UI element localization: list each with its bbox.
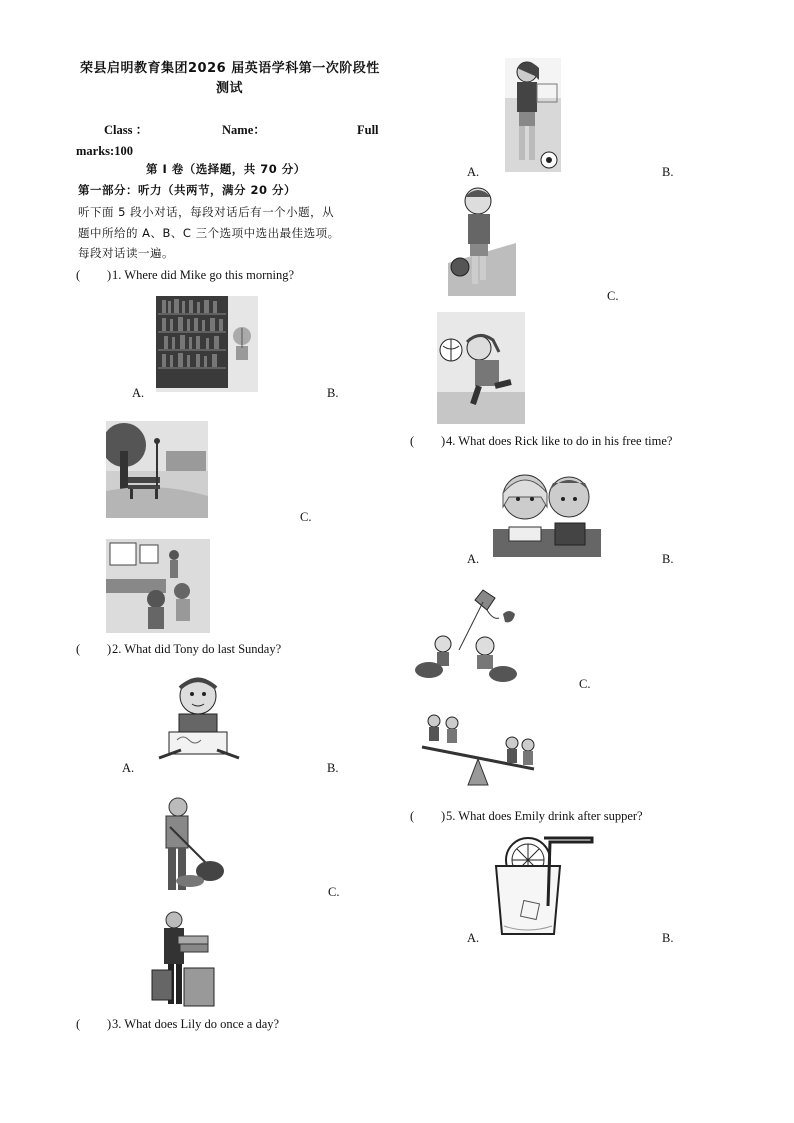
q4-option-c[interactable]: C. [579,677,591,691]
q5-option-a[interactable]: A. [467,931,480,945]
q1-paren-close: ) [107,268,112,282]
full-marks-label: Full [357,123,379,137]
instruction-line3: 每段对话读一遍。 [78,246,174,260]
girl-volleyball-image [437,312,525,424]
park-bench-image [106,421,208,518]
museum-visitors-image [106,539,210,633]
paper-title-line1: 荣县启明教育集团2026 届英语学科第一次阶段性 [80,61,380,76]
man-shopping-bags-image [150,910,218,1010]
kids-reading-book-image [489,467,605,559]
man-sweeping-leaves-image [144,795,226,895]
q3-option-c[interactable]: C. [607,289,619,303]
q1-text: 1. Where did Mike go this morning? [112,268,295,282]
q2-paren-open[interactable]: ( [76,642,81,656]
instruction-line1: 听下面 5 段小对话，每段对话后有一个小题，从 [78,205,335,219]
girl-basketball-image [448,183,516,296]
paper-title-line2: 测试 [216,81,244,96]
q2-paren-close: ) [107,642,112,656]
q2-option-c[interactable]: C. [328,885,340,899]
q5-text: 5. What does Emily drink after supper? [446,809,643,823]
q4-text: 4. What does Rick like to do in his free time? [446,434,673,448]
kids-seesaw-image [416,713,540,788]
q3-option-b[interactable]: B. [662,165,674,179]
q3-text: 3. What does Lily do once a day? [112,1017,280,1031]
q3-option-a[interactable]: A. [467,165,480,179]
q1-paren-open[interactable]: ( [76,268,81,282]
q5-paren-close: ) [441,809,446,823]
lemonade-glass-image [492,836,598,938]
library-bookshelf-image [156,296,258,392]
q4-option-b[interactable]: B. [662,552,674,566]
boy-drawing-image [153,670,243,770]
q4-paren-close: ) [441,434,446,448]
part1-title: 第一部分：听力（共两节，满分 20 分） [78,183,297,197]
kids-flying-kite-image [413,588,519,686]
q2-option-a[interactable]: A. [122,761,135,775]
q2-option-b[interactable]: B. [327,761,339,775]
q4-option-a[interactable]: A. [467,552,480,566]
marks-label: marks:100 [76,144,133,158]
q2-text: 2. What did Tony do last Sunday? [112,642,282,656]
q1-option-c[interactable]: C. [300,510,312,524]
q5-option-b[interactable]: B. [662,931,674,945]
q3-paren-close: ) [107,1017,112,1031]
girl-soccer-image [505,58,561,172]
q1-option-b[interactable]: B. [327,386,339,400]
q3-paren-open[interactable]: ( [76,1017,81,1031]
volume-title: 第 I 卷（选择题，共 70 分） [146,162,306,176]
class-label: Class ： [104,123,149,137]
name-label: Name： [222,123,266,137]
q5-paren-open[interactable]: ( [410,809,415,823]
instruction-line2: 题中所给的 A、B、C 三个选项中选出最佳选项。 [78,226,340,240]
q1-option-a[interactable]: A. [132,386,145,400]
q4-paren-open[interactable]: ( [410,434,415,448]
